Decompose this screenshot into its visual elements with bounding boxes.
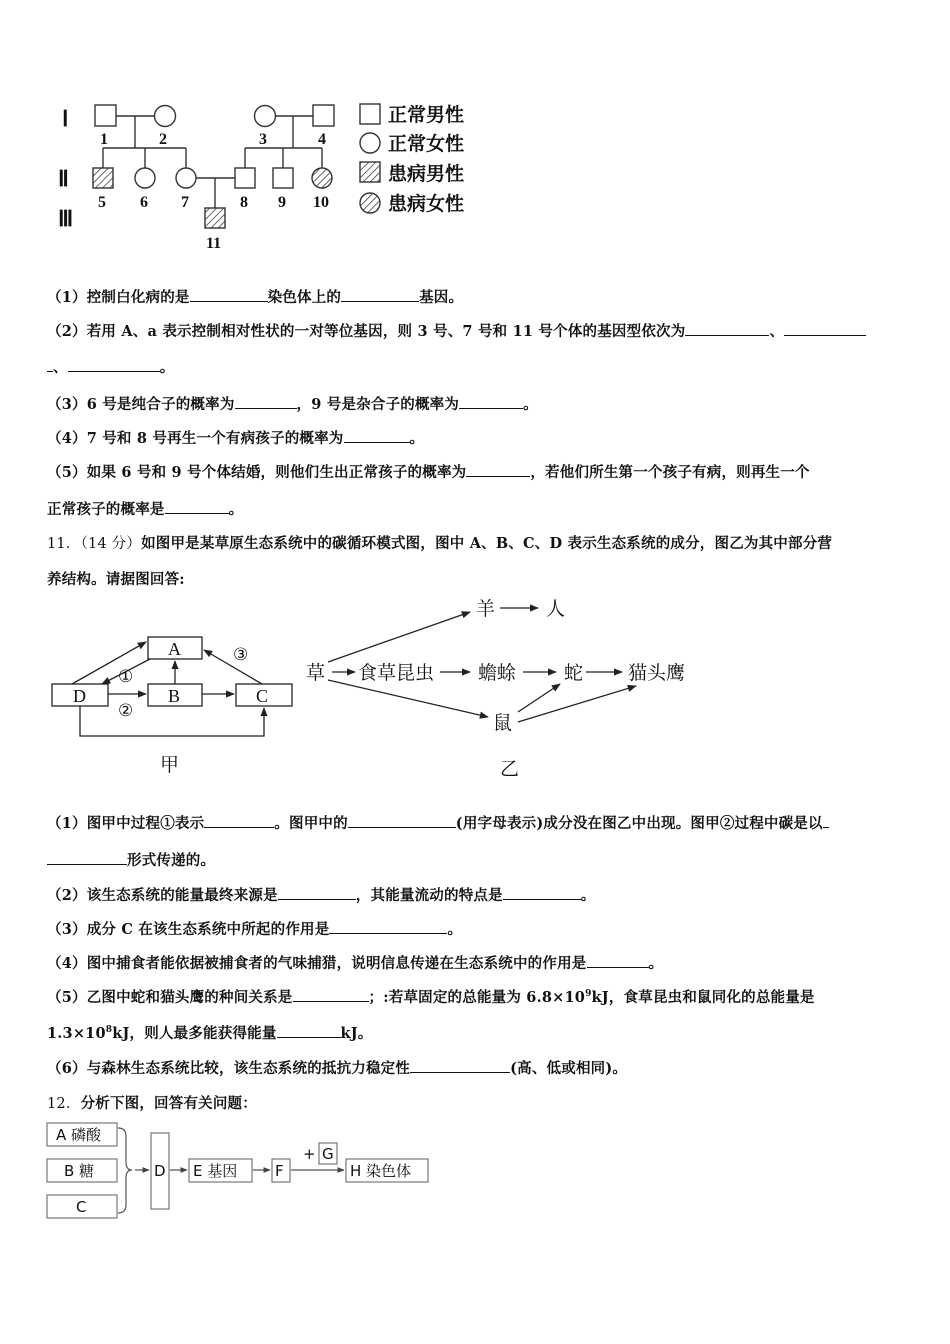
- food-web-mouse: 鼠: [493, 712, 513, 734]
- q11-part5: （5）乙图中蛇和猫头鹰的种间关系是 ；:若草固定的总能量为 $6.8\times 10^9kJ$，食草昆虫和鼠同化的总能量是: [47, 989, 815, 1006]
- generation-label-2: Ⅱ: [58, 166, 69, 191]
- q11-stem: 11．（14 分）如图甲是某草原生态系统中的碳循环模式图，图中 A、B、C、D 表示生态系统的成分，图乙为其中部分营: [47, 535, 833, 552]
- legend-normal-female: 正常女性: [388, 133, 465, 155]
- label-d: D: [154, 1162, 166, 1180]
- q11-part1: （1）图甲中过程①表示 。图甲中的 (用字母表示)成分没在图乙中出现。图甲②过程中碳是以: [47, 812, 829, 833]
- q11-part5-cont: $1.3\times 10^8kJ$，则人最多能获得能量 kJ。: [47, 1025, 373, 1042]
- individual-6: 6: [140, 194, 148, 211]
- label-chromosome: H 染色体: [350, 1162, 412, 1180]
- q11-part6: （6）与森林生态系统比较，该生态系统的抵抗力稳定性 (高、低或相同)。: [47, 1060, 628, 1077]
- q10-part5: （5）如果 6 号和 9 号个体结婚，则他们生出正常孩子的概率为 ，若他们所生第一个孩子有病，则再生一个: [47, 464, 810, 481]
- node-A: A: [168, 639, 181, 659]
- food-web-snake: 蛇: [564, 662, 584, 684]
- individual-11: 11: [206, 235, 222, 252]
- food-web-owl: 猫头鹰: [628, 662, 686, 684]
- generation-label-3: Ⅲ: [58, 206, 74, 231]
- legend-normal-male: 正常男性: [388, 104, 465, 126]
- individual-5: 5: [98, 194, 106, 211]
- q11-part4: （4）图中捕食者能依据被捕食者的气味捕猎，说明信息传递在生态系统中的作用是 。: [47, 955, 664, 972]
- node-C: C: [256, 686, 269, 706]
- label-g: G: [322, 1145, 334, 1163]
- individual-4: 4: [318, 131, 326, 148]
- food-web-insect: 食草昆虫: [358, 662, 435, 684]
- food-web-grass: 草: [306, 662, 326, 684]
- individual-1: 1: [100, 131, 108, 148]
- q10-part2-cont: 、 。: [47, 356, 174, 377]
- q11-part2: （2）该生态系统的能量最终来源是 ，其能量流动的特点是 。: [47, 887, 596, 904]
- q10-part1: （1）控制白化病的是 染色体上的 基因。: [47, 289, 464, 306]
- food-web-human: 人: [546, 598, 566, 620]
- process-3: ③: [233, 645, 249, 664]
- individual-2: 2: [159, 131, 167, 148]
- food-web-sheep: 羊: [476, 598, 496, 620]
- generation-label-1: Ⅰ: [62, 106, 69, 131]
- q10-part5-cont: 正常孩子的概率是 。: [47, 501, 244, 518]
- q11-part1-cont: 形式传递的。: [47, 849, 215, 870]
- legend-affected-male: 患病男性: [388, 163, 465, 185]
- individual-7: 7: [181, 194, 189, 211]
- q11-part3: （3）成分 C 在该生态系统中所起的作用是 。: [47, 921, 463, 938]
- process-2: ②: [118, 701, 134, 720]
- q12-stem: 12．分析下图，回答有关问题：: [47, 1095, 257, 1112]
- label-phosphate: A 磷酸: [56, 1126, 102, 1144]
- food-web-toad: 蟾蜍: [478, 662, 517, 684]
- q11-stem-cont: 养结构。请据图回答:: [47, 571, 185, 588]
- individual-9: 9: [278, 194, 286, 211]
- label-sugar: B 糖: [64, 1162, 95, 1180]
- q10-part4: （4）7 号和 8 号再生一个有病孩子的概率为 。: [47, 430, 425, 447]
- node-B: B: [168, 686, 181, 706]
- legend-affected-female: 患病女性: [388, 193, 465, 215]
- individual-10: 10: [313, 194, 329, 211]
- q10-part2: （2）若用 A、a 表示控制相对性状的一对等位基因，则 3 号、7 号和 11 号个体的基因型依次为 、: [47, 320, 866, 341]
- node-D: D: [73, 686, 86, 706]
- caption-jia: 甲: [160, 754, 180, 776]
- label-plus: +: [303, 1145, 316, 1163]
- q10-part3: （3）6 号是纯合子的概率为 ，9 号是杂合子的概率为 。: [47, 396, 538, 413]
- caption-yi: 乙: [500, 758, 520, 780]
- individual-3: 3: [259, 131, 267, 148]
- individual-8: 8: [240, 194, 248, 211]
- label-gene: E 基因: [193, 1162, 238, 1180]
- label-f: F: [275, 1162, 284, 1180]
- label-c: C: [76, 1198, 87, 1216]
- process-1: ①: [118, 667, 134, 686]
